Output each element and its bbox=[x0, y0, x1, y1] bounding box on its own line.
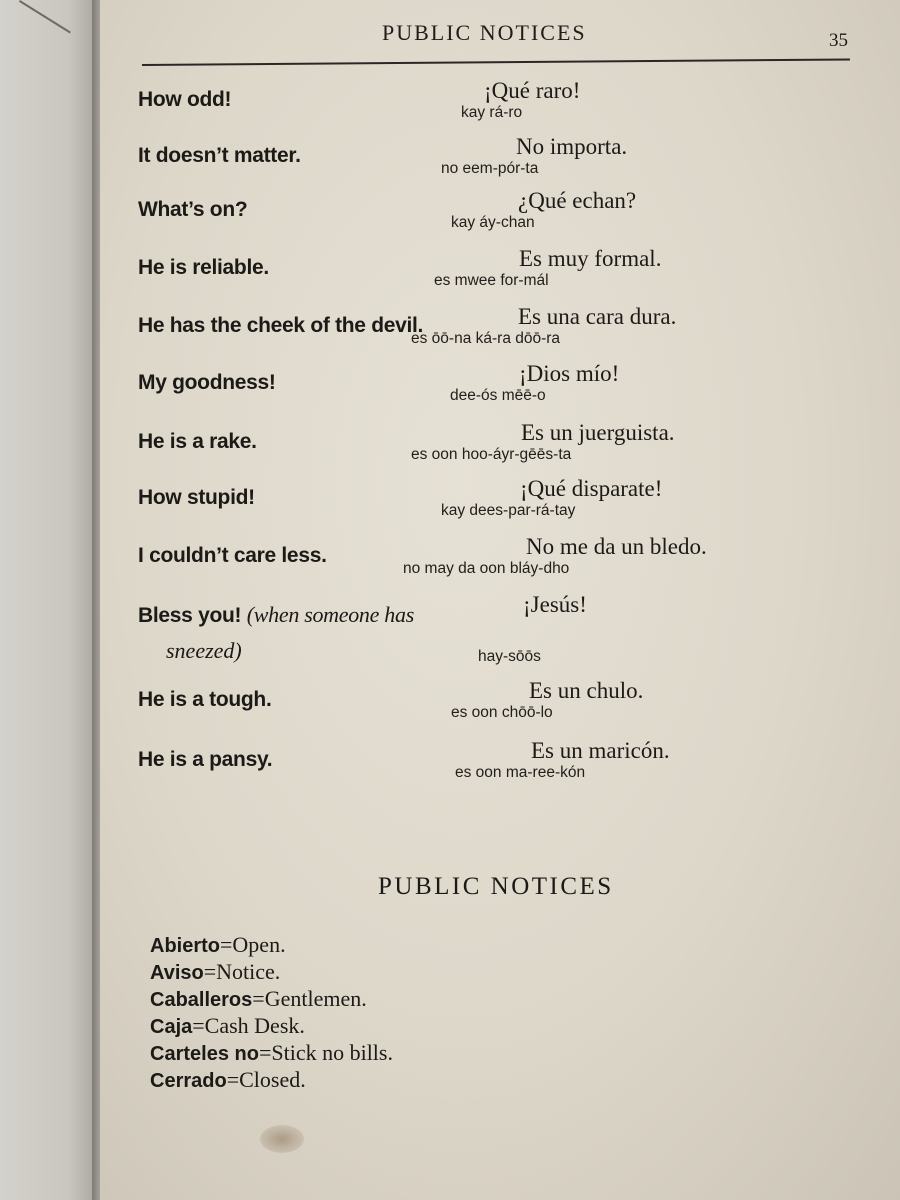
notice-item: Cerrado=Closed. bbox=[150, 1067, 306, 1092]
pronunciation: kay rá-ro bbox=[461, 104, 523, 121]
spanish-phrase: No importa. bbox=[516, 134, 628, 159]
spanish-phrase: ¡Jesús! bbox=[523, 592, 587, 617]
pronunciation: es oon hoo-áyr-gēēs-ta bbox=[411, 446, 572, 463]
spanish-phrase: Es un chulo. bbox=[529, 678, 644, 703]
notice-meaning: Stick no bills. bbox=[271, 1040, 393, 1065]
notice-term: Abierto bbox=[150, 935, 220, 957]
english-phrase: He is reliable. bbox=[138, 256, 269, 279]
phrase-row bbox=[100, 534, 900, 594]
phrase-row bbox=[100, 361, 900, 421]
spanish-phrase: ¡Qué raro! bbox=[484, 78, 581, 103]
pronunciation: es mwee for-mál bbox=[434, 272, 549, 289]
english-phrase-text: Bless you! bbox=[138, 604, 242, 627]
pronunciation: kay áy-chan bbox=[451, 214, 535, 231]
phrase-row bbox=[100, 304, 900, 364]
spanish-phrase: ¡Dios mío! bbox=[519, 361, 620, 386]
phrase-row bbox=[100, 78, 900, 138]
section-heading: PUBLIC NOTICES bbox=[378, 873, 614, 900]
spanish-phrase: ¡Qué disparate! bbox=[520, 476, 663, 501]
pronunciation: kay dees-par-rá-tay bbox=[441, 502, 576, 519]
phrase-row bbox=[100, 188, 900, 248]
pronunciation: hay-sōōs bbox=[478, 648, 541, 665]
notice-term: Carteles no bbox=[150, 1043, 259, 1065]
english-note: (when someone has bbox=[246, 602, 414, 627]
phrase-row bbox=[100, 592, 900, 672]
page-stain bbox=[260, 1125, 304, 1153]
phrase-row bbox=[100, 246, 900, 306]
spanish-phrase: Es una cara dura. bbox=[518, 304, 677, 329]
notice-term: Caja bbox=[150, 1016, 193, 1038]
phrase-row bbox=[100, 678, 900, 738]
pronunciation: no eem-pór-ta bbox=[441, 160, 539, 177]
english-phrase: My goodness! bbox=[138, 371, 276, 394]
english-phrase bbox=[138, 602, 414, 628]
page-number: 35 bbox=[829, 30, 848, 51]
english-phrase: It doesn’t matter. bbox=[138, 144, 301, 167]
english-note-continued: sneezed) bbox=[166, 638, 242, 663]
notice-meaning: Notice. bbox=[216, 959, 281, 984]
running-head: PUBLIC NOTICES bbox=[382, 20, 587, 45]
spanish-phrase: Es muy formal. bbox=[519, 246, 662, 271]
notice-term: Caballeros bbox=[150, 989, 253, 1011]
phrase-row bbox=[100, 738, 900, 798]
english-phrase: He is a rake. bbox=[138, 430, 257, 453]
header-rule bbox=[142, 58, 850, 66]
english-phrase: He is a tough. bbox=[138, 688, 272, 711]
spanish-phrase: Es un juerguista. bbox=[521, 420, 675, 445]
english-phrase: What’s on? bbox=[138, 198, 248, 221]
english-phrase: He is a pansy. bbox=[138, 748, 273, 771]
notice-meaning: Cash Desk. bbox=[204, 1013, 305, 1038]
spanish-phrase: ¿Qué echan? bbox=[518, 188, 637, 213]
notice-meaning: Gentlemen. bbox=[264, 986, 367, 1011]
left-page-edge bbox=[0, 0, 98, 1200]
notice-item: Caballeros=Gentlemen. bbox=[150, 986, 367, 1011]
phrase-row bbox=[100, 476, 900, 536]
pronunciation: es ōō-na ká-ra dōō-ra bbox=[411, 330, 561, 347]
spanish-phrase: No me da un bledo. bbox=[526, 534, 707, 559]
spanish-phrase: Es un maricón. bbox=[531, 738, 670, 763]
notice-term: Cerrado bbox=[150, 1070, 227, 1092]
notice-item: Abierto=Open. bbox=[150, 932, 286, 957]
english-phrase: How odd! bbox=[138, 88, 232, 111]
pronunciation: no may da oon bláy-dho bbox=[403, 560, 570, 577]
notice-item: Aviso=Notice. bbox=[150, 959, 281, 984]
notice-item: Caja=Cash Desk. bbox=[150, 1013, 305, 1038]
english-phrase: I couldn’t care less. bbox=[138, 544, 327, 567]
phrase-row bbox=[100, 420, 900, 480]
notice-term: Aviso bbox=[150, 962, 204, 984]
public-notices-list bbox=[150, 932, 393, 1094]
phrase-row bbox=[100, 134, 900, 194]
pronunciation: es oon ma-ree-kón bbox=[455, 764, 586, 781]
notice-meaning: Open. bbox=[232, 932, 286, 957]
notice-item: Carteles no=Stick no bills. bbox=[150, 1040, 393, 1065]
notice-meaning: Closed. bbox=[239, 1067, 306, 1092]
pronunciation: es oon chōō-lo bbox=[451, 704, 553, 721]
english-phrase: How stupid! bbox=[138, 486, 255, 509]
english-phrase: He has the cheek of the devil. bbox=[138, 314, 424, 337]
book-page bbox=[100, 0, 900, 1200]
pronunciation: dee-ós mēē-o bbox=[450, 387, 546, 404]
